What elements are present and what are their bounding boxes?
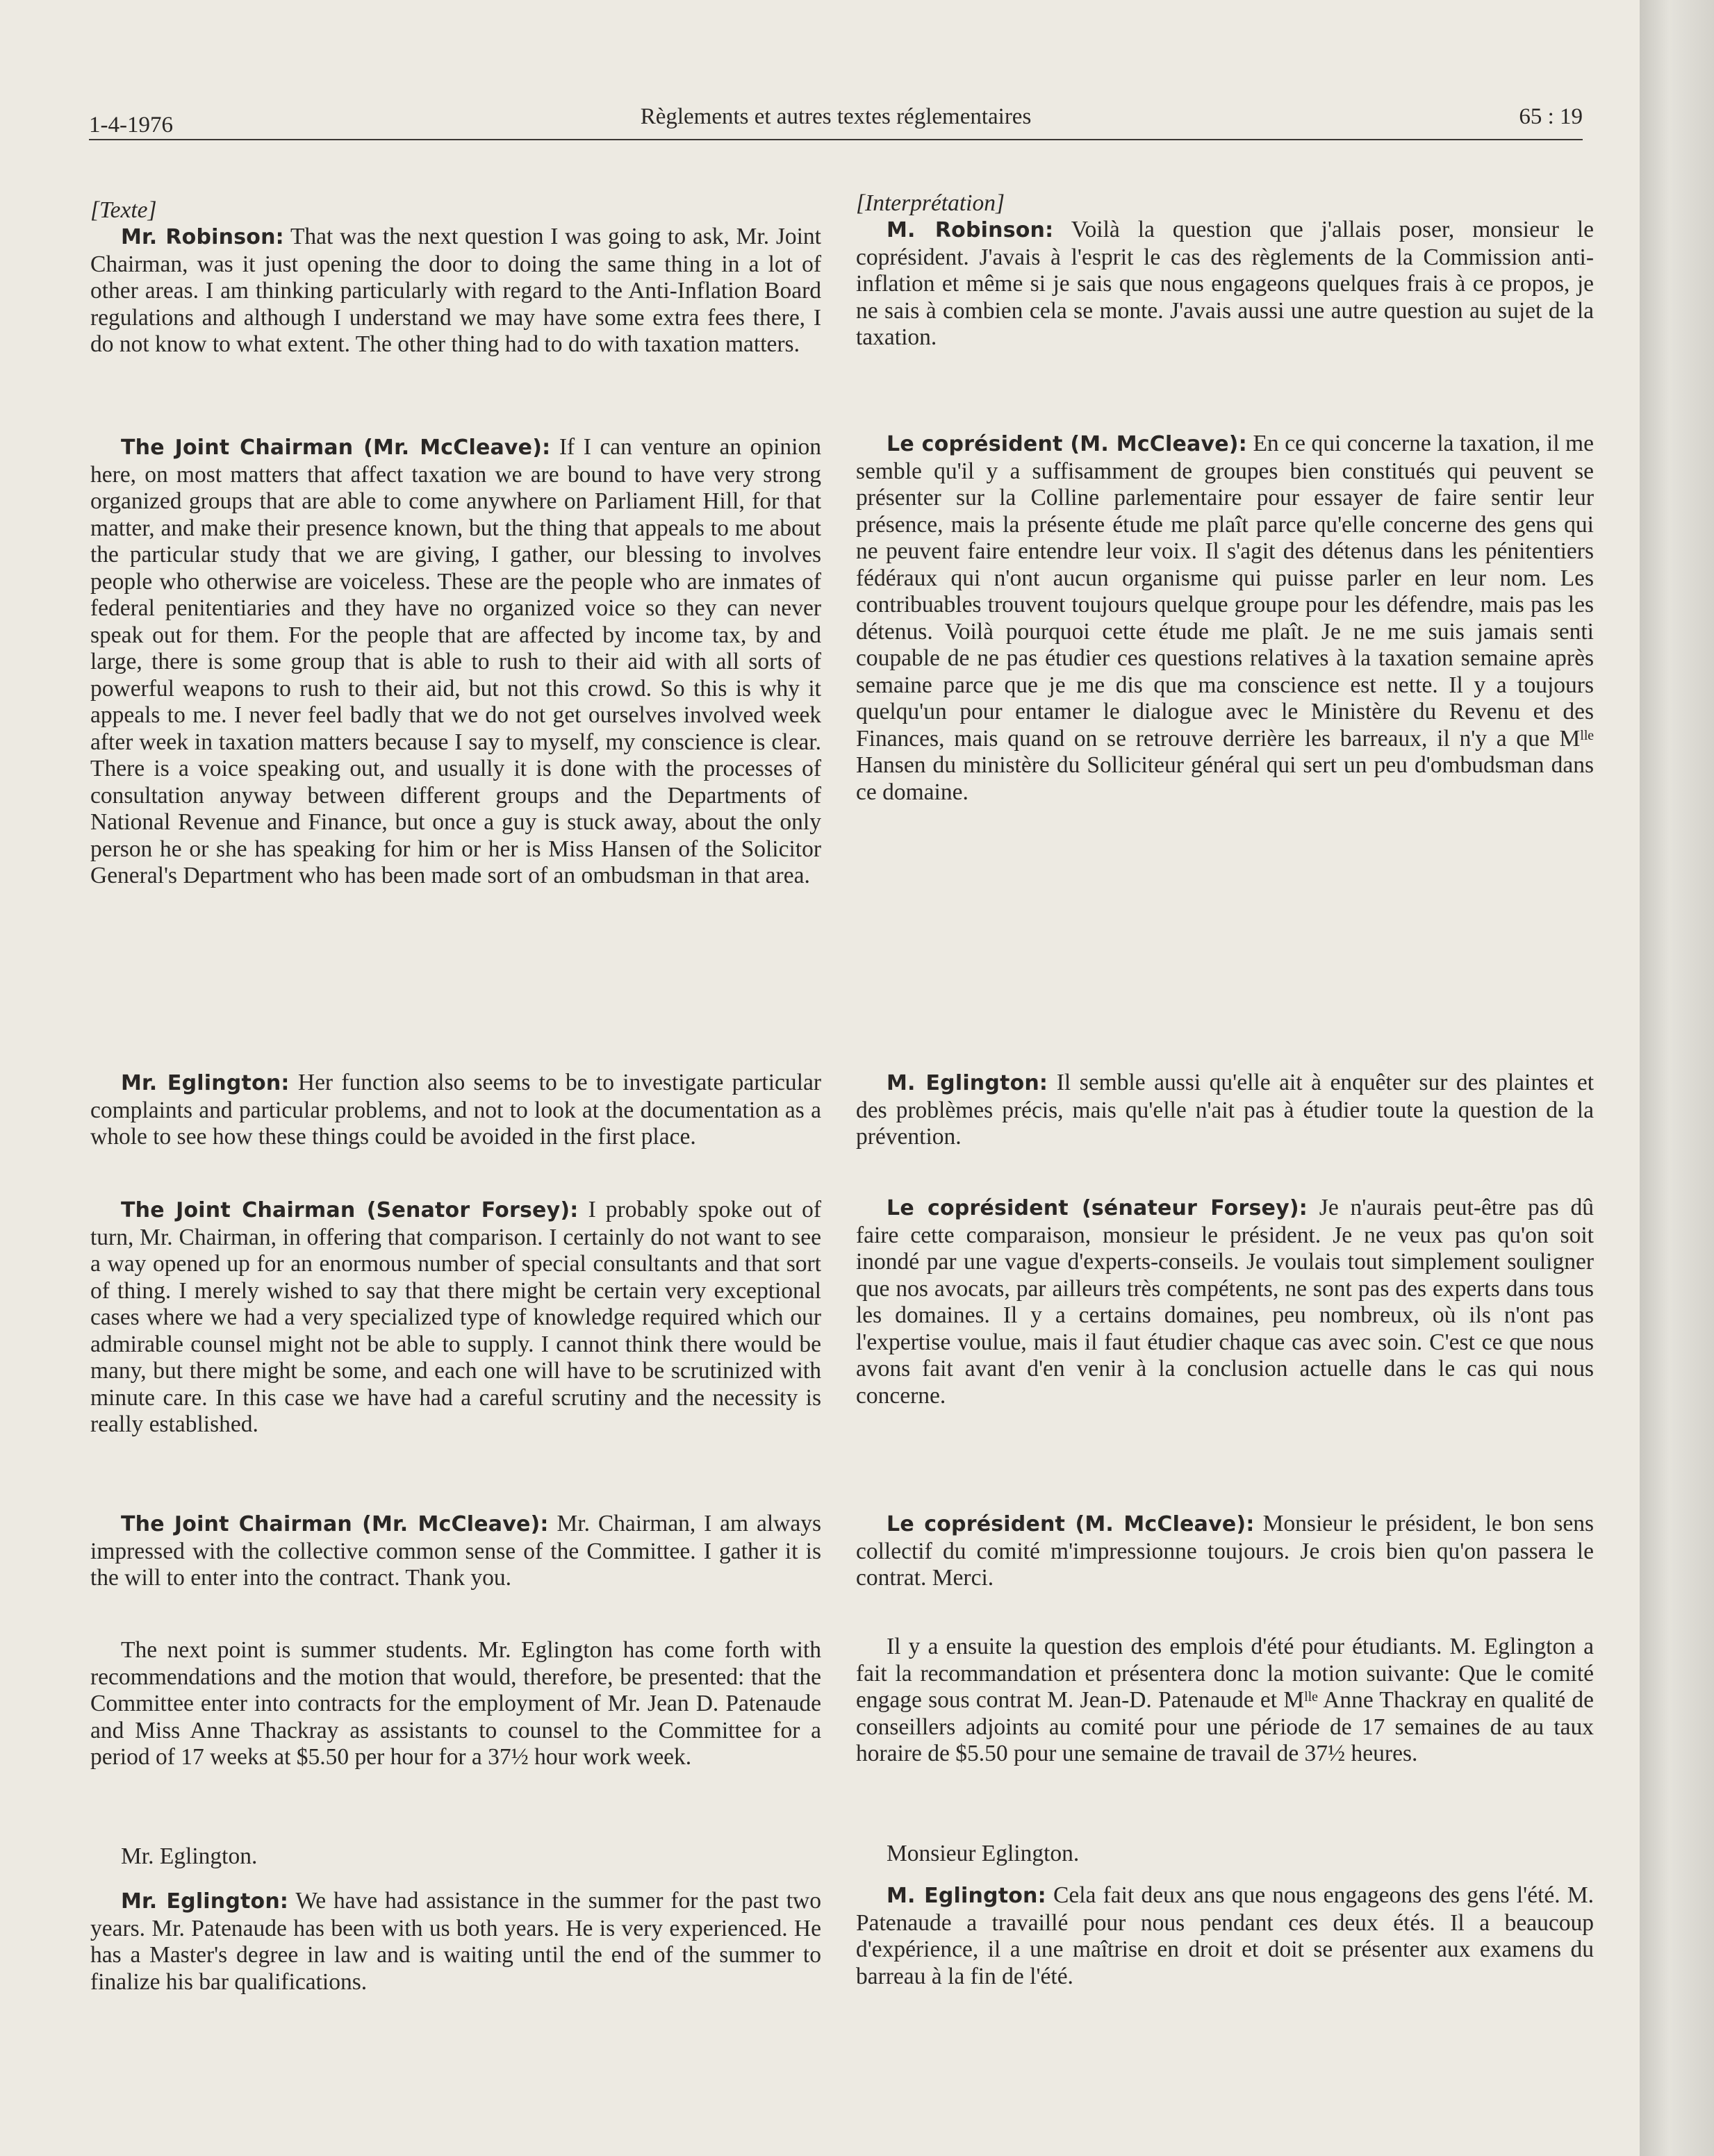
speech-text: Cela fait deux ans que nous engageons des gens l'été. M. Patenaude a travaillé pour nous pendant ces deux étés. Il a beaucoup d'expérience, il a une maîtrise en droit et doit se présenter aux examens du barreau à la fin de l'été. bbox=[856, 1882, 1594, 1989]
speaker-name: Le coprésident (M. McCleave): bbox=[887, 1512, 1255, 1536]
speech-text: I probably spoke out of turn, Mr. Chairman, in offering that comparison. I certainly do not want to see a way opened up for an enormous number of special consultants and that sort of thing. I merely wished to say that there might be certain very exceptional cases where we had a very specialized type of knowledge required which our admirable counsel might not be able to supply. I cannot think there would be many, but there might be some, and each one will have to be scrutinized with minute care. In this case we have had a careful scrutiny and the necessity is really established. bbox=[90, 1197, 822, 1437]
paragraph bbox=[90, 1637, 821, 1771]
page-edge-shadow bbox=[1640, 0, 1714, 2156]
paragraph bbox=[856, 1195, 1594, 1409]
paragraph bbox=[90, 1511, 821, 1592]
paragraph bbox=[90, 1070, 821, 1151]
speaker-name: Mr. Robinson: bbox=[121, 225, 284, 249]
speech-text: Il y a ensuite la question des emplois d'été pour étudiants. M. Eglington a fait la recommandation et présentera donc la motion suivante: Que le comité engage sous contrat M. Jean-D. Patenaude et Mˡˡᵉ Anne Thackray en qualité de conseillers adjoints au comité pour une période de 17 semaines de au taux horaire de $5.50 pour une semaine de travail de 37½ heures. bbox=[856, 1634, 1594, 1766]
speech-text: The next point is summer students. Mr. Eglington has come forth with recommendations and the motion that would, therefore, be presented: that the Committee enter into contracts for the employment of Mr. Jean D. Patenaude and Miss Anne Thackray as assistants to counsel to the Committee for a period of 17 weeks at $5.50 per hour for a 37½ hour work week. bbox=[90, 1637, 821, 1770]
speech-text: That was the next question I was going to ask, Mr. Joint Chairman, was it just opening the door to doing the same thing in a lot of other areas. I am thinking particularly with regard to the Anti-Inflation Board regulations and although I understand we may have some extra fees there, I do not know to what extent. The other thing had to do with taxation matters. bbox=[90, 224, 821, 357]
speech-text: Monsieur le président, le bon sens collectif du comité m'impressionne toujours. Je crois bien qu'on passera le contrat. Merci. bbox=[856, 1511, 1594, 1591]
paragraph bbox=[856, 1634, 1594, 1768]
speaker-name: The Joint Chairman (Mr. McCleave): bbox=[121, 1512, 549, 1536]
header-rule bbox=[89, 139, 1583, 140]
paragraph bbox=[90, 434, 821, 890]
speech-text: If I can venture an opinion here, on most matters that affect taxation we are bound to have very strong organized groups that are able to come anywhere on Parliament Hill, for that matter, and make their presence known, but the thing that appeals to me about the particular study that we are giving, I gather, our blessing to involves people who otherwise are voiceless. These are the people who are inmates of federal penitentiaries and they have no organized voice so they can never speak out for them. For the people that are affected by income tax, by and large, there is some group that is able to rush to their aid with all sorts of powerful weapons to rush to their aid, but not this crowd. So this is why it appeals to me. I never feel badly that we do not get ourselves involved week after week in taxation matters because I say to myself, my conscience is clear. There is a voice speaking out, and usually it is done with the processes of consultation anyway between different groups and the Departments of National Revenue and Finance, but once a guy is stuck away, about the only person he or she has speaking for him or her is Miss Hansen of the Solicitor General's Department who has been made sort of an ombudsman in that area. bbox=[90, 434, 821, 888]
speech-text: Il semble aussi qu'elle ait à enquêter sur des plaintes et des problèmes précis, mais qu'elle n'ait pas à étudier toute la question de la prévention. bbox=[856, 1070, 1594, 1150]
speech-text: Mr. Eglington. bbox=[121, 1843, 258, 1869]
column-label: [Texte] bbox=[90, 197, 157, 223]
speech-text: Her function also seems to be to investigate particular complaints and particular problems, and not to look at the documentation as a whole to see how these things could be avoided in the first place. bbox=[90, 1070, 821, 1150]
paragraph bbox=[856, 431, 1594, 806]
column-label: [Interprétation] bbox=[856, 190, 1005, 216]
paragraph bbox=[90, 1843, 821, 1871]
speech-text: En ce qui concerne la taxation, il me semble qu'il y a suffisamment de groupes bien constitués qui peuvent se présenter sur la Colline parlementaire pour essayer de faire sentir leur présence, mais la présente étude me plaît parce qu'elle concerne des gens qui ne peuvent faire entendre leur voix. Il s'agit des détenus dans les pénitentiers fédéraux qui n'ont aucun organisme qui puisse parler en leur nom. Les contribuables trouvent toujours quelque groupe pour les défendre, mais pas les détenus. Voilà pourquoi cette étude me plaît. Je ne me suis jamais senti coupable de ne pas étudier ces questions relatives à la taxation semaine après semaine parce que je me dis que ma conscience est nette. Il y a toujours quelqu'un pour entamer le dialogue avec le Ministère du Revenu et des Finances, mais quand on se retrouve derrière les barreaux, il n'y a que Mˡˡᵉ Hansen du ministère du Solliciteur général qui sert un peu d'ombudsman dans ce domaine. bbox=[856, 431, 1594, 805]
paragraph bbox=[90, 224, 821, 358]
speech-text: We have had assistance in the summer for the past two years. Mr. Patenaude has been with us both years. He is very experienced. He has a Master's degree in law and is waiting until the end of the summer to finalize his bar qualifications. bbox=[90, 1888, 821, 1995]
paragraph bbox=[856, 1511, 1594, 1592]
speech-text: Je n'aurais peut-être pas dû faire cette comparaison, monsieur le président. Je ne veux pas qu'on soit inondé par une vague d'experts-conseils. Je voulais tout simplement souligner que nos avocats, par ailleurs très compétents, ne sont pas des experts dans tous les domaines. Il y a certains domaines, peu nombreux, où ils n'ont pas l'expertise voulue, mais il faut étudier chaque cas avec soin. C'est ce que nous avons fait avant d'en venir à la conclusion actuelle dans le cas qui nous concerne. bbox=[856, 1195, 1594, 1409]
speaker-name: Mr. Eglington: bbox=[121, 1071, 290, 1095]
speaker-name: Le coprésident (sénateur Forsey): bbox=[887, 1196, 1308, 1220]
paragraph bbox=[90, 1888, 821, 1996]
paragraph bbox=[856, 217, 1594, 351]
speech-text: Monsieur Eglington. bbox=[887, 1841, 1080, 1866]
speaker-name: The Joint Chairman (Mr. McCleave): bbox=[121, 436, 551, 460]
paragraph bbox=[90, 1197, 821, 1438]
header-title: Règlements et autres textes réglementaires bbox=[640, 104, 1032, 129]
speaker-name: Mr. Eglington: bbox=[121, 1889, 289, 1914]
speech-text: Voilà la question que j'allais poser, monsieur le coprésident. J'avais à l'esprit le cas des règlements de la Commission anti-inflation et même si je sais que nous engageons quelques frais à ce propos, je ne sais à combien cela se monte. J'avais aussi une autre question au sujet de la taxation. bbox=[856, 217, 1594, 350]
speech-text: Mr. Chairman, I am always impressed with the collective common sense of the Committee. I gather it is the will to enter into the contract. Thank you. bbox=[90, 1511, 821, 1591]
paragraph bbox=[856, 1841, 1594, 1868]
speaker-name: M. Robinson: bbox=[887, 218, 1054, 242]
paragraph bbox=[856, 1882, 1594, 1990]
header-date: 1-4-1976 bbox=[89, 113, 173, 138]
speaker-name: M. Eglington: bbox=[887, 1071, 1048, 1095]
page-number: 65 : 19 bbox=[1519, 104, 1583, 129]
speaker-name: M. Eglington: bbox=[887, 1884, 1046, 1908]
speaker-name: Le coprésident (M. McCleave): bbox=[887, 432, 1247, 456]
paragraph bbox=[856, 1070, 1594, 1151]
speaker-name: The Joint Chairman (Senator Forsey): bbox=[121, 1198, 579, 1222]
